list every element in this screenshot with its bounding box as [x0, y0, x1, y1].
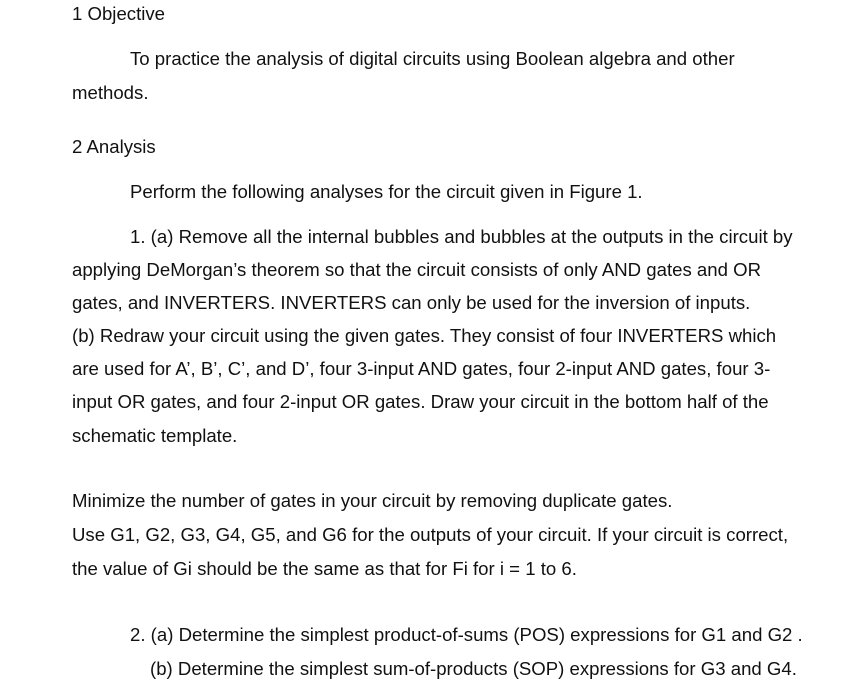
minimize-instruction: Minimize the number of gates in your circuit by removing duplicate gates. [72, 490, 673, 511]
item-1b-line-1: (b) Redraw your circuit using the given gates. They consist of four INVERTERS which [72, 325, 777, 346]
item-1b-line-4: schematic template. [72, 425, 238, 446]
objective-text-line-2: methods. [72, 82, 149, 103]
item-2a: 2. (a) Determine the simplest product-of-sums (POS) expressions for G1 and G2 . [130, 624, 803, 645]
outputs-instruction-line-2: the value of Gi should be the same as that for Fi for i = 1 to 6. [72, 558, 577, 579]
section-2-heading: 2 Analysis [72, 136, 156, 157]
item-2b: (b) Determine the simplest sum-of-products (SOP) expressions for G3 and G4. [150, 658, 797, 679]
item-1b-line-3: input OR gates, and four 2-input OR gates. Draw your circuit in the bottom half of the [72, 391, 769, 412]
item-1a-line-2: applying DeMorgan’s theorem so that the circuit consists of only AND gates and OR [72, 259, 762, 280]
outputs-instruction-line-1: Use G1, G2, G3, G4, G5, and G6 for the outputs of your circuit. If your circuit is correct, [72, 524, 789, 545]
objective-text-line-1: To practice the analysis of digital circuits using Boolean algebra and other [130, 48, 735, 69]
section-1-heading: 1 Objective [72, 3, 166, 24]
analysis-intro: Perform the following analyses for the circuit given in Figure 1. [130, 181, 643, 202]
item-1a-line-1: 1. (a) Remove all the internal bubbles and bubbles at the outputs in the circuit by [130, 226, 793, 247]
item-1a-line-3: gates, and INVERTERS. INVERTERS can only be used for the inversion of inputs. [72, 292, 751, 313]
item-1b-line-2: are used for A’, B’, C’, and D’, four 3-input AND gates, four 2-input AND gates, four 3- [72, 358, 771, 379]
